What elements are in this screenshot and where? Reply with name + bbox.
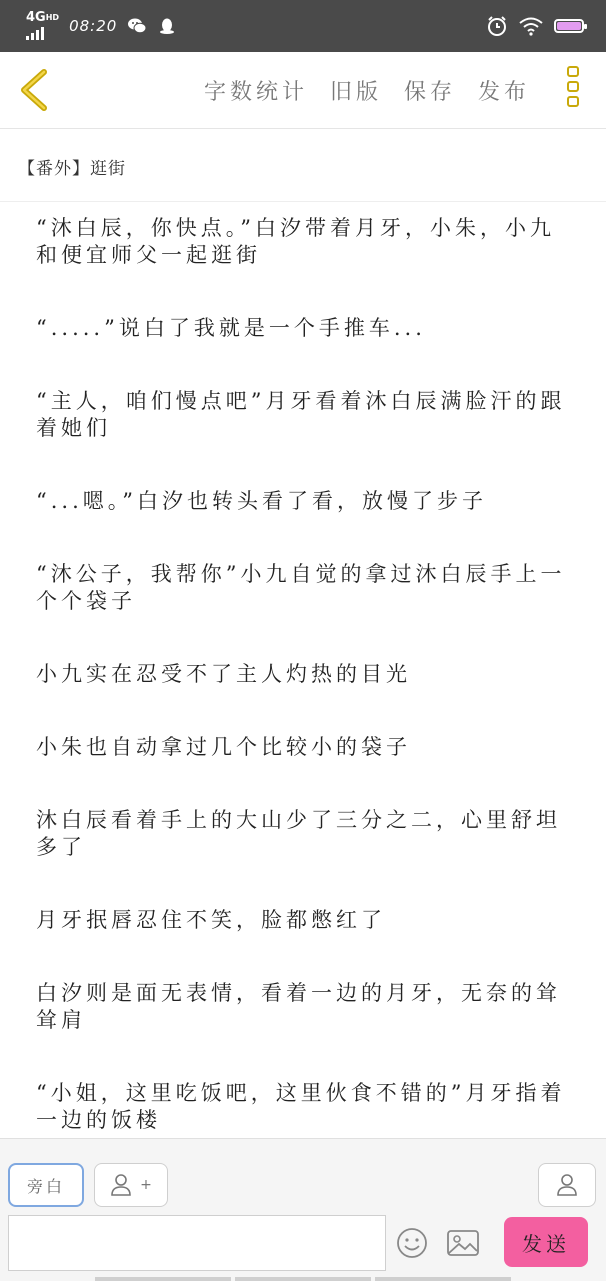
battery-icon	[554, 19, 584, 33]
word-count-button[interactable]: 字数统计	[203, 79, 308, 105]
wifi-icon	[518, 16, 544, 36]
status-right	[486, 15, 584, 37]
back-button[interactable]	[14, 66, 54, 114]
menu-dot-icon	[567, 66, 579, 77]
editor-top-bar	[0, 52, 606, 129]
old-version-button[interactable]: 旧版	[329, 79, 382, 105]
paragraph[interactable]: “主人，咱们慢点吧”月牙看着沐白辰满脸汗的跟着她们	[36, 389, 566, 440]
image-icon[interactable]	[446, 1227, 480, 1259]
role-select-button[interactable]	[538, 1163, 596, 1207]
add-role-button[interactable]	[94, 1163, 168, 1207]
add-role-plus: +	[140, 1177, 152, 1193]
paragraph[interactable]: 白汐则是面无表情，看着一边的月牙，无奈的耸耸肩	[36, 981, 561, 1032]
more-menu-button[interactable]	[562, 66, 584, 116]
signal-icon	[26, 26, 59, 40]
send-button[interactable]: 发送	[504, 1217, 588, 1267]
alarm-icon	[486, 15, 508, 37]
paragraph[interactable]: “沐公子，我帮你”小九自觉的拿过沐白辰手上一个个袋子	[36, 562, 566, 613]
message-input[interactable]	[8, 1215, 386, 1271]
menu-dot-icon	[567, 81, 579, 92]
nav-indicator	[0, 1277, 606, 1281]
network-hd: HD	[45, 13, 60, 22]
compose-bar	[0, 1138, 606, 1281]
paragraph[interactable]: “沐白辰，你快点。”白汐带着月牙，小朱，小九和便宜师父一起逛街	[36, 216, 555, 267]
menu-dot-icon	[567, 96, 579, 107]
network-type: 4G	[26, 10, 46, 25]
chapter-title[interactable]: 【番外】逛街	[0, 128, 606, 202]
paragraph[interactable]: “...嗯。”白汐也转头看了看，放慢了步子	[36, 489, 487, 513]
network-indicator	[26, 12, 59, 40]
user-add-icon	[110, 1172, 136, 1198]
paragraph[interactable]: 月牙抿唇忍住不笑，脸都憋红了	[36, 908, 386, 932]
story-content[interactable]	[0, 203, 606, 1138]
paragraph[interactable]: “.....”说白了我就是一个手推车...	[36, 316, 426, 340]
user-icon	[554, 1172, 580, 1198]
save-button[interactable]: 保存	[403, 79, 456, 105]
paragraph[interactable]: “小姐，这里吃饭吧，这里伙食不错的”月牙指着一边的饭楼	[36, 1081, 566, 1132]
top-actions	[204, 52, 530, 128]
narration-button[interactable]: 旁白	[8, 1163, 84, 1207]
status-left	[26, 12, 177, 40]
qq-icon	[157, 17, 177, 35]
wechat-icon	[127, 17, 147, 35]
status-bar	[0, 0, 606, 52]
paragraph[interactable]: 沐白辰看着手上的大山少了三分之二，心里舒坦多了	[36, 808, 561, 859]
paragraph[interactable]: 小九实在忍受不了主人灼热的目光	[36, 662, 411, 686]
publish-button[interactable]: 发布	[477, 79, 530, 105]
paragraph[interactable]: 小朱也自动拿过几个比较小的袋子	[36, 735, 411, 759]
emoji-icon[interactable]	[396, 1227, 428, 1259]
clock: 08:20	[69, 17, 118, 35]
